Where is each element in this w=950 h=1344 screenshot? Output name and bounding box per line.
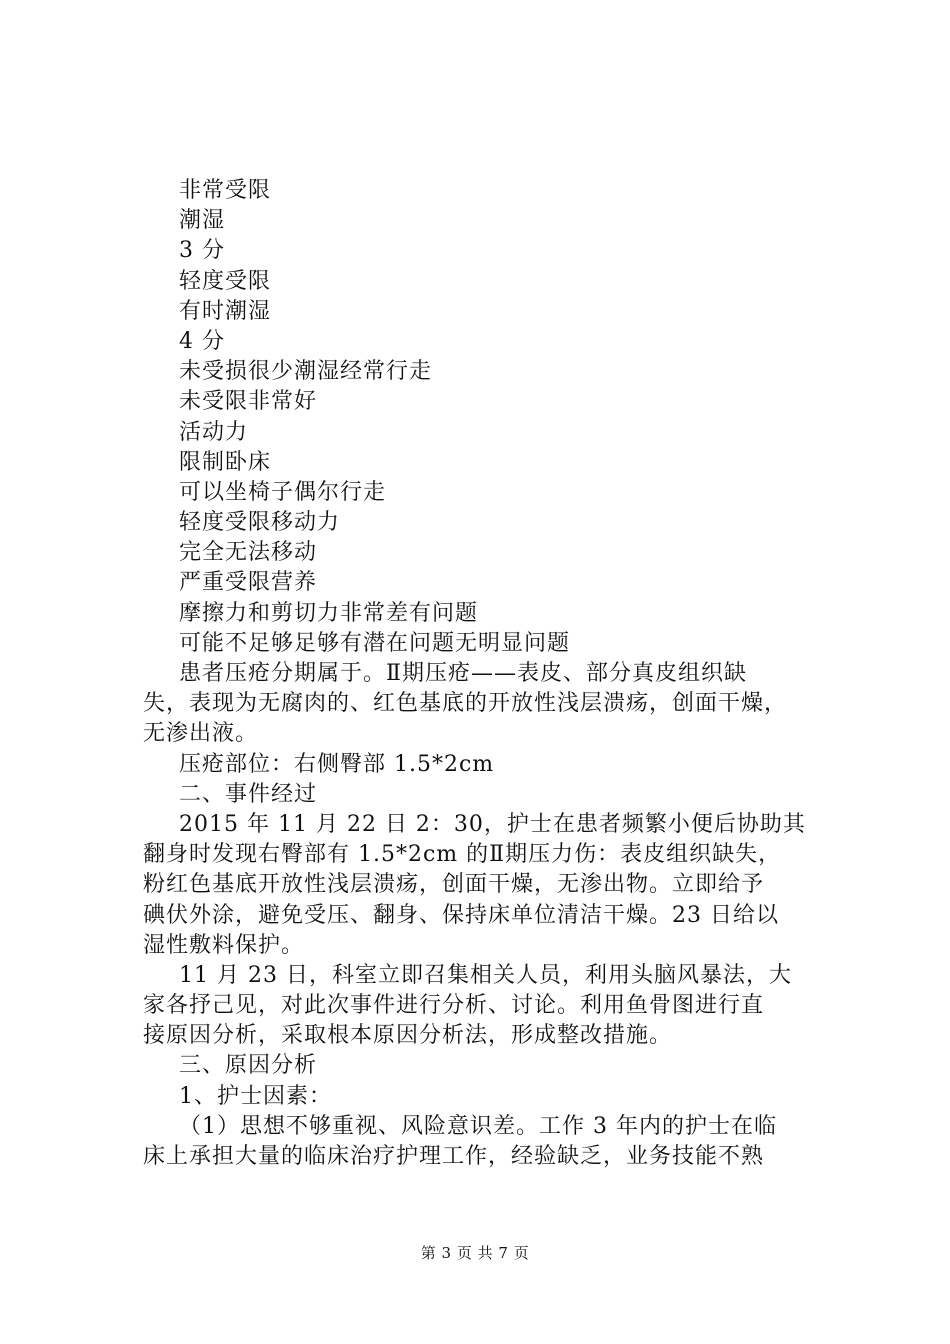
- text-line: 碘伏外涂，避免受压、翻身、保持床单位清洁干燥。23 日给以: [143, 902, 779, 928]
- text-line: 有时潮湿: [179, 298, 272, 324]
- text-line: 摩擦力和剪切力非常差有问题: [179, 600, 479, 626]
- page-footer: 第 3 页 共 7 页: [420, 1244, 530, 1262]
- text-line: 3 分: [179, 238, 225, 264]
- text-line: 1、护士因素：: [179, 1083, 332, 1109]
- text-line: 2015 年 11 月 22 日 2：30，护士在患者频繁小便后协助其: [179, 811, 806, 837]
- text-line: 活动力: [179, 419, 249, 445]
- text-line: 限制卧床: [179, 449, 272, 475]
- text-line: 潮湿: [179, 208, 226, 234]
- text-line: 未受限非常好: [179, 389, 318, 415]
- text-line: 湿性敷料保护。: [143, 932, 305, 958]
- text-line: 失，表现为无腐肉的、红色基底的开放性浅层溃疡，创面干燥，: [143, 691, 788, 717]
- text-line: 床上承担大量的临床治疗护理工作，经验缺乏，业务技能不熟: [143, 1144, 765, 1169]
- text-line: 患者压疮分期属于。Ⅱ期压疮——表皮、部分真皮组织缺: [179, 661, 747, 686]
- document-body: [143, 176, 843, 1172]
- text-line: 家各抒己见，对此次事件进行分析、讨论。利用鱼骨图进行直: [143, 993, 765, 1019]
- text-line: 三、原因分析: [179, 1053, 318, 1079]
- text-line: 压疮部位：右侧臀部 1.5*2cm: [179, 751, 495, 777]
- text-line: 翻身时发现右臀部有 1.5*2cm 的Ⅱ期压力伤：表皮组织缺失，: [143, 842, 782, 868]
- text-line: 轻度受限移动力: [179, 510, 341, 536]
- text-line: （1）思想不够重视、风险意识差。工作 3 年内的护士在临: [179, 1113, 777, 1139]
- text-line: 可能不足够足够有潜在问题无明显问题: [179, 630, 571, 656]
- text-line: 可以坐椅子偶尔行走: [179, 479, 387, 505]
- text-line: 4 分: [179, 328, 225, 354]
- text-line: 无渗出液。: [143, 721, 259, 747]
- text-line: 11 月 23 日，科室立即召集相关人员，利用头脑风暴法，大: [179, 962, 792, 988]
- text-line: 接原因分析，采取根本原因分析法，形成整改措施。: [143, 1023, 673, 1049]
- text-line: 严重受限营养: [179, 570, 318, 596]
- text-line: 轻度受限: [179, 268, 272, 294]
- text-line: 二、事件经过: [179, 781, 318, 807]
- text-line: 非常受限: [179, 178, 272, 203]
- text-line: 未受损很少潮湿经常行走: [179, 359, 433, 385]
- text-line: 粉红色基底开放性浅层溃疡，创面干燥，无渗出物。立即给予: [143, 872, 765, 898]
- text-line: 完全无法移动: [179, 540, 318, 566]
